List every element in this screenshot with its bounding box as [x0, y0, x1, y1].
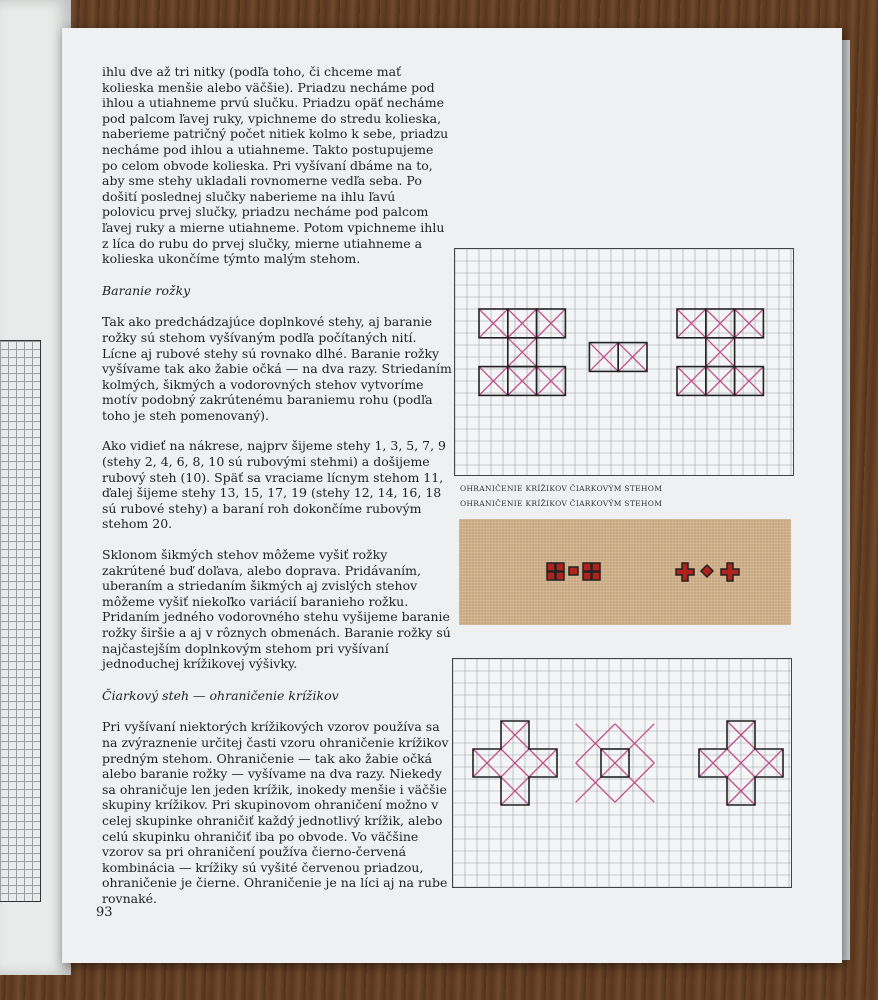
caption-bottom: OHRANIČENIE KRÍŽIKOV ČIARKOVÝM STEHOM	[460, 499, 663, 508]
motif-left	[479, 309, 565, 395]
stitched-motif-right	[676, 563, 739, 581]
diagram-top	[455, 249, 793, 475]
book-cover-edge	[842, 40, 850, 960]
caption-top: OHRANIČENIE KRÍŽIKOV ČIARKOVÝM STEHOM	[460, 484, 663, 493]
stitched-motif-left	[547, 563, 600, 580]
heading-baranie-rozky: Baranie rožky	[102, 282, 191, 298]
intro-paragraphs	[102, 64, 452, 267]
diagram-bottom-grid	[452, 658, 792, 888]
cross-outline-middle	[576, 724, 654, 802]
left-page-edge	[0, 0, 71, 975]
ciarkovy-steh-paragraphs	[102, 719, 452, 906]
embroidery-stitches	[459, 519, 791, 625]
paragraph: Tak ako predchádzajúce doplnkové stehy, aj baranie rožky sú stehom vyšívaným podľa počítaných nití. Lícne aj rubové stehy sú rovnako dlhé. Baranie rožky vyšívame tak ako žabie očká — na dva razy. Striedaním kolmých, šikmých a vodorovných stehov vytvoríme motív podobný zakrútenému baraniemu rohu (podľa toho je steh pomenovaný).	[102, 314, 452, 423]
cross-outline-left	[473, 721, 557, 805]
paragraph: ihlu dve až tri nitky (podľa toho, či chceme mať kolieska menšie alebo väčšie). Priadzu necháme pod ihlou a utiahneme prvú slučku. Priadzu opäť necháme pod palcom ľavej ruky, vpichneme do stredu kolieska, naberieme patričný počet nitiek kolmo k sebe, priadzu necháme pod ihlou a utiahneme. Takto postupujeme po celom obvode kolieska. Pri vyšívaní dbáme na to, aby sme stehy ukladali rovnomerne vedľa seba. Po došití poslednej slučky naberieme na ihlu ľavú polovicu prvej slučky, priadzu necháme pod palcom ľavej ruky a mierne utiahneme. Potom vpichneme ihlu z líca do rubu do prvej slučky, mierne utiahneme a kolieska ukončíme týmto malým stehom.	[102, 64, 449, 267]
page-number: 93	[96, 905, 113, 920]
embroidery-photo	[459, 519, 791, 625]
left-page-chart-fragment	[0, 340, 41, 902]
baranie-rozky-paragraphs	[102, 314, 452, 671]
heading-ciarkovy-steh: Čiarkový steh — ohraničenie krížikov	[102, 687, 339, 703]
motif-right	[677, 309, 763, 395]
paragraph: Ako vidieť na nákrese, najprv šijeme stehy 1, 3, 5, 7, 9 (stehy 2, 4, 6, 8, 10 sú rubovými stehmi) a došijeme rubový steh (10). Späť sa vraciame lícnym stehom 11, ďalej šijeme stehy 13, 15, 17, 19 (stehy 12, 14, 16, 18 sú rubové stehy) a baraní roh dokončíme rubovým stehom 20.	[102, 438, 447, 532]
diagram-bottom	[453, 659, 791, 887]
paragraph: Pri vyšívaní niektorých krížikových vzorov používa sa na zvýraznenie určitej časti vzoru ohraničenie krížikov predným stehom. Ohraničenie — tak ako žabie očká alebo baranie rožky — vyšívame na dva razy. Niekedy sa ohraničuje len jeden krížik, inokedy menšie i väčšie skupiny krížikov. Pri skupinovom ohraničení možno v celej skupinke ohraničiť každý jednotlivý krížik, alebo celú skupinku ohraničiť iba po obvode. Vo väčšine vzorov sa pri ohraničení používa čierno-červená kombinácia — krížiky sú vyšité červenou priadzou, ohraničenie je čierne. Ohraničenie je na líci aj na rube rovnaké.	[102, 719, 449, 906]
diagram-top-grid	[454, 248, 794, 476]
grid-lines	[453, 659, 791, 887]
text-column	[102, 64, 452, 907]
grid-lines	[455, 249, 793, 475]
paragraph: Sklonom šikmých stehov môžeme vyšiť rožky zakrútené buď doľava, alebo doprava. Pridávaním, uberaním a striedaním šikmých aj zvislých stehov môžeme vyšiť niekoľko variácií baranieho rožku. Pridaním jedného vodorovného stehu vyšijeme baranie rožky širšie a aj v rôznych obmenách. Baranie rožky sú najčastejším doplnkovým stehom pri vyšívaní jednoduchej krížikovej výšivky.	[102, 547, 451, 672]
